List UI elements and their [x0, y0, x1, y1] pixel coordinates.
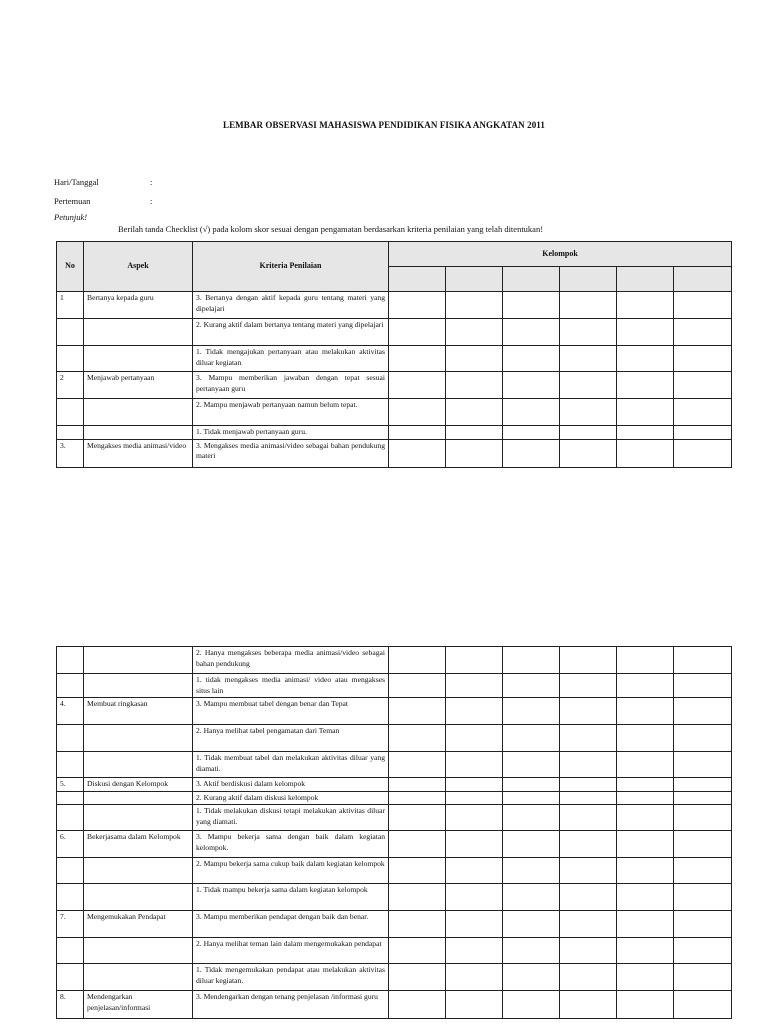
table-row	[57, 346, 732, 372]
score-cell-2[interactable]	[446, 647, 503, 674]
score-cell-6[interactable]	[674, 399, 732, 426]
score-cell-1[interactable]	[389, 752, 446, 778]
form-fields	[54, 176, 158, 214]
score-cell-6[interactable]	[674, 791, 732, 805]
score-cell-1[interactable]	[389, 725, 446, 752]
score-cell-6[interactable]	[674, 698, 732, 725]
score-cell-3[interactable]	[503, 698, 560, 725]
score-cell-3[interactable]	[503, 346, 560, 372]
score-cell-6[interactable]	[674, 319, 732, 346]
score-cell-5[interactable]	[617, 884, 674, 911]
header-aspek: Aspek	[84, 242, 193, 292]
score-cell-4[interactable]	[560, 964, 617, 991]
score-cell-6[interactable]	[674, 426, 732, 440]
row-kriteria: 1. Tidak mengajukan pertanyaan atau melakukan aktivitas diluar kegiatan	[193, 346, 389, 372]
score-cell-4[interactable]	[560, 884, 617, 911]
score-cell-1[interactable]	[389, 346, 446, 372]
score-cell-4[interactable]	[560, 319, 617, 346]
table-row	[57, 831, 732, 858]
score-cell-6[interactable]	[674, 346, 732, 372]
row-kriteria: 3. Mendengarkan dengan tenang penjelasan /informasi guru	[193, 991, 389, 1019]
score-cell-5[interactable]	[617, 319, 674, 346]
score-cell-2[interactable]	[446, 791, 503, 805]
row-no: 5.	[57, 778, 84, 792]
score-cell-3[interactable]	[503, 399, 560, 426]
score-cell-4[interactable]	[560, 725, 617, 752]
score-cell-4[interactable]	[560, 778, 617, 792]
table-row	[57, 991, 732, 1019]
score-cell-5[interactable]	[617, 346, 674, 372]
score-cell-1[interactable]	[389, 426, 446, 440]
score-cell-1[interactable]	[389, 292, 446, 319]
row-aspek: Membuat ringkasan	[84, 698, 193, 725]
row-no	[57, 725, 84, 752]
score-cell-5[interactable]	[617, 647, 674, 674]
row-aspek: Mendengarkan penjelasan/informasi	[84, 991, 193, 1019]
score-cell-6[interactable]	[674, 884, 732, 911]
row-kriteria: 3. Mengakses media animasi/video sebagai bahan pendukung materi	[193, 439, 389, 467]
row-kriteria: 3. Mampu membuat tabel dengan benar dan Tepat	[193, 698, 389, 725]
row-kriteria: 2. Hanya melihat teman lain dalam mengemukakan pendapat	[193, 938, 389, 964]
observation-table-2	[56, 646, 732, 1019]
table-row	[57, 439, 732, 467]
row-aspek	[84, 725, 193, 752]
score-cell-5[interactable]	[617, 752, 674, 778]
row-no	[57, 647, 84, 674]
table-row	[57, 938, 732, 964]
row-aspek: Bertanya kepada guru	[84, 292, 193, 319]
score-cell-2[interactable]	[446, 292, 503, 319]
score-cell-6[interactable]	[674, 991, 732, 1019]
score-cell-3[interactable]	[503, 991, 560, 1019]
kelompok-col-1	[389, 267, 446, 292]
score-cell-1[interactable]	[389, 372, 446, 399]
row-kriteria: 2. Mampu bekerja sama cukup baik dalam kegiatan kelompok	[193, 858, 389, 884]
row-kriteria: 3. Bertanya dengan aktif kepada guru tentang materi yang dipelajari	[193, 292, 389, 319]
score-cell-3[interactable]	[503, 858, 560, 884]
kelompok-col-3	[503, 267, 560, 292]
header-no: No	[57, 242, 84, 292]
score-cell-6[interactable]	[674, 674, 732, 698]
row-kriteria: 2. Hanya mengakses beberapa media animasi/video sebagai bahan pendukung	[193, 647, 389, 674]
row-kriteria: 1. tidak mengakses media animasi/ video atau mengakses situs lain	[193, 674, 389, 698]
score-cell-6[interactable]	[674, 725, 732, 752]
row-aspek	[84, 791, 193, 805]
table-row	[57, 647, 732, 674]
score-cell-2[interactable]	[446, 884, 503, 911]
score-cell-2[interactable]	[446, 938, 503, 964]
score-cell-2[interactable]	[446, 674, 503, 698]
row-kriteria: 1. Tidak menjawab pertanyaan guru.	[193, 426, 389, 440]
row-aspek	[84, 647, 193, 674]
row-kriteria: 1. Tidak melakukan diskusi tetapi melakukan aktivitas diluar yang diamati.	[193, 805, 389, 831]
score-cell-6[interactable]	[674, 292, 732, 319]
row-aspek	[84, 964, 193, 991]
row-aspek	[84, 938, 193, 964]
row-kriteria: 3. Mampu bekerja sama dengan baik dalam kegiatan kelompok.	[193, 831, 389, 858]
score-cell-1[interactable]	[389, 964, 446, 991]
table-row	[57, 964, 732, 991]
score-cell-2[interactable]	[446, 698, 503, 725]
score-cell-1[interactable]	[389, 791, 446, 805]
score-cell-1[interactable]	[389, 674, 446, 698]
field-colon: :	[150, 196, 153, 206]
row-no: 3.	[57, 439, 84, 467]
table-row	[57, 399, 732, 426]
score-cell-3[interactable]	[503, 319, 560, 346]
score-cell-4[interactable]	[560, 698, 617, 725]
score-cell-5[interactable]	[617, 292, 674, 319]
score-cell-3[interactable]	[503, 964, 560, 991]
score-cell-1[interactable]	[389, 911, 446, 938]
row-aspek	[84, 399, 193, 426]
row-no	[57, 426, 84, 440]
score-cell-6[interactable]	[674, 938, 732, 964]
score-cell-4[interactable]	[560, 292, 617, 319]
row-kriteria: 1. Tidak membuat tabel dan melakukan aktivitas diluar yang diamati.	[193, 752, 389, 778]
score-cell-2[interactable]	[446, 805, 503, 831]
score-cell-3[interactable]	[503, 884, 560, 911]
observation-table-1	[56, 241, 732, 468]
row-no	[57, 884, 84, 911]
page-title: LEMBAR OBSERVASI MAHASISWA PENDIDIKAN FISIKA ANGKATAN 2011	[222, 120, 546, 130]
score-cell-3[interactable]	[503, 805, 560, 831]
score-cell-1[interactable]	[389, 778, 446, 792]
score-cell-5[interactable]	[617, 674, 674, 698]
row-no	[57, 964, 84, 991]
score-cell-5[interactable]	[617, 439, 674, 467]
score-cell-3[interactable]	[503, 292, 560, 319]
score-cell-3[interactable]	[503, 752, 560, 778]
row-aspek	[84, 858, 193, 884]
row-no: 2	[57, 372, 84, 399]
row-no: 8.	[57, 991, 84, 1019]
row-aspek	[84, 752, 193, 778]
score-cell-1[interactable]	[389, 831, 446, 858]
score-cell-3[interactable]	[503, 911, 560, 938]
row-kriteria: 2. Kurang aktif dalam diskusi kelompok	[193, 791, 389, 805]
score-cell-3[interactable]	[503, 647, 560, 674]
table-row	[57, 911, 732, 938]
kelompok-col-5	[617, 267, 674, 292]
row-kriteria: 1. Tidak mampu bekerja sama dalam kegiatan kelompok	[193, 884, 389, 911]
row-kriteria: 2. Hanya melihat tabel pengamatan dari Teman	[193, 725, 389, 752]
score-cell-4[interactable]	[560, 831, 617, 858]
score-cell-3[interactable]	[503, 426, 560, 440]
kelompok-col-6	[674, 267, 732, 292]
table-row	[57, 372, 732, 399]
row-aspek	[84, 674, 193, 698]
score-cell-4[interactable]	[560, 938, 617, 964]
score-cell-6[interactable]	[674, 831, 732, 858]
row-aspek	[84, 346, 193, 372]
table-row	[57, 426, 732, 440]
score-cell-5[interactable]	[617, 791, 674, 805]
score-cell-5[interactable]	[617, 938, 674, 964]
score-cell-5[interactable]	[617, 805, 674, 831]
row-aspek: Diskusi dengan Kelompok	[84, 778, 193, 792]
score-cell-2[interactable]	[446, 752, 503, 778]
score-cell-2[interactable]	[446, 725, 503, 752]
table-row	[57, 884, 732, 911]
row-kriteria: 2. Kurang aktif dalam bertanya tentang materi yang dipelajari	[193, 319, 389, 346]
row-aspek	[84, 319, 193, 346]
score-cell-6[interactable]	[674, 805, 732, 831]
row-no: 1	[57, 292, 84, 319]
table-row	[57, 292, 732, 319]
row-no	[57, 674, 84, 698]
score-cell-4[interactable]	[560, 991, 617, 1019]
score-cell-2[interactable]	[446, 372, 503, 399]
score-cell-6[interactable]	[674, 647, 732, 674]
row-aspek: Menjawab pertanyaan	[84, 372, 193, 399]
score-cell-1[interactable]	[389, 698, 446, 725]
field-label: Pertemuan	[54, 196, 91, 206]
score-cell-4[interactable]	[560, 752, 617, 778]
score-cell-1[interactable]	[389, 938, 446, 964]
score-cell-1[interactable]	[389, 884, 446, 911]
score-cell-4[interactable]	[560, 372, 617, 399]
row-kriteria: 3. Mampu memberikan pendapat dengan baik dan benar.	[193, 911, 389, 938]
score-cell-1[interactable]	[389, 319, 446, 346]
score-cell-4[interactable]	[560, 791, 617, 805]
score-cell-6[interactable]	[674, 964, 732, 991]
score-cell-5[interactable]	[617, 399, 674, 426]
score-cell-5[interactable]	[617, 964, 674, 991]
score-cell-3[interactable]	[503, 372, 560, 399]
row-no	[57, 858, 84, 884]
score-cell-2[interactable]	[446, 858, 503, 884]
table-row	[57, 674, 732, 698]
row-aspek	[84, 805, 193, 831]
score-cell-4[interactable]	[560, 647, 617, 674]
field-row	[54, 176, 158, 195]
score-cell-2[interactable]	[446, 439, 503, 467]
score-cell-4[interactable]	[560, 346, 617, 372]
row-no: 4.	[57, 698, 84, 725]
row-kriteria: 2. Mampu menjawab pertanyaan namun belum tepat.	[193, 399, 389, 426]
instructions-heading: Petunjuk!	[54, 212, 88, 222]
score-cell-4[interactable]	[560, 674, 617, 698]
score-cell-2[interactable]	[446, 778, 503, 792]
score-cell-5[interactable]	[617, 725, 674, 752]
score-cell-5[interactable]	[617, 991, 674, 1019]
header-kelompok: Kelompok	[389, 242, 732, 267]
score-cell-2[interactable]	[446, 319, 503, 346]
row-kriteria: 3. Mampu memberikan jawaban dengan tepat sesuai pertanyaan guru	[193, 372, 389, 399]
score-cell-5[interactable]	[617, 911, 674, 938]
table-row	[57, 791, 732, 805]
score-cell-2[interactable]	[446, 964, 503, 991]
score-cell-2[interactable]	[446, 991, 503, 1019]
row-aspek: Bekerjasama dalam Kelompok	[84, 831, 193, 858]
row-kriteria: 3. Aktif berdiskusi dalam kelompok	[193, 778, 389, 792]
score-cell-3[interactable]	[503, 725, 560, 752]
score-cell-4[interactable]	[560, 805, 617, 831]
score-cell-4[interactable]	[560, 858, 617, 884]
row-no	[57, 791, 84, 805]
row-no	[57, 752, 84, 778]
row-no	[57, 805, 84, 831]
row-no: 7.	[57, 911, 84, 938]
table-row	[57, 805, 732, 831]
row-aspek: Mengemukakan Pendapat	[84, 911, 193, 938]
score-cell-5[interactable]	[617, 372, 674, 399]
score-cell-5[interactable]	[617, 778, 674, 792]
score-cell-1[interactable]	[389, 858, 446, 884]
score-cell-3[interactable]	[503, 439, 560, 467]
score-cell-6[interactable]	[674, 858, 732, 884]
table-row	[57, 778, 732, 792]
row-kriteria: 1. Tidak mengemukakan pendapat atau melakukan aktivitas diluar kegiatan.	[193, 964, 389, 991]
instructions-text: Berilah tanda Checklist (√) pada kolom skor sesuai dengan pengamatan berdasarkan kriteria penilaian yang telah ditentukan!	[118, 224, 544, 234]
kelompok-col-2	[446, 267, 503, 292]
score-cell-3[interactable]	[503, 938, 560, 964]
score-cell-1[interactable]	[389, 647, 446, 674]
score-cell-6[interactable]	[674, 778, 732, 792]
row-aspek	[84, 426, 193, 440]
score-cell-4[interactable]	[560, 399, 617, 426]
row-aspek: Mengakses media animasi/video	[84, 439, 193, 467]
row-no	[57, 346, 84, 372]
table-row	[57, 319, 732, 346]
table-row	[57, 858, 732, 884]
row-no	[57, 399, 84, 426]
score-cell-5[interactable]	[617, 858, 674, 884]
kelompok-col-4	[560, 267, 617, 292]
score-cell-1[interactable]	[389, 991, 446, 1019]
table-row	[57, 752, 732, 778]
score-cell-4[interactable]	[560, 911, 617, 938]
score-cell-2[interactable]	[446, 911, 503, 938]
score-cell-1[interactable]	[389, 439, 446, 467]
score-cell-3[interactable]	[503, 674, 560, 698]
field-label: Hari/Tanggal	[54, 177, 99, 187]
score-cell-2[interactable]	[446, 831, 503, 858]
score-cell-2[interactable]	[446, 346, 503, 372]
field-colon: :	[150, 177, 153, 187]
table-row	[57, 725, 732, 752]
row-no	[57, 319, 84, 346]
score-cell-5[interactable]	[617, 698, 674, 725]
score-cell-5[interactable]	[617, 426, 674, 440]
score-cell-3[interactable]	[503, 791, 560, 805]
row-aspek	[84, 884, 193, 911]
score-cell-6[interactable]	[674, 439, 732, 467]
header-kriteria: Kriteria Penilaian	[193, 242, 389, 292]
score-cell-6[interactable]	[674, 752, 732, 778]
score-cell-2[interactable]	[446, 399, 503, 426]
table-row	[57, 698, 732, 725]
row-no	[57, 938, 84, 964]
score-cell-4[interactable]	[560, 426, 617, 440]
score-cell-1[interactable]	[389, 805, 446, 831]
score-cell-2[interactable]	[446, 426, 503, 440]
score-cell-5[interactable]	[617, 831, 674, 858]
score-cell-6[interactable]	[674, 911, 732, 938]
score-cell-6[interactable]	[674, 372, 732, 399]
score-cell-3[interactable]	[503, 778, 560, 792]
score-cell-1[interactable]	[389, 399, 446, 426]
score-cell-4[interactable]	[560, 439, 617, 467]
row-no: 6.	[57, 831, 84, 858]
score-cell-3[interactable]	[503, 831, 560, 858]
